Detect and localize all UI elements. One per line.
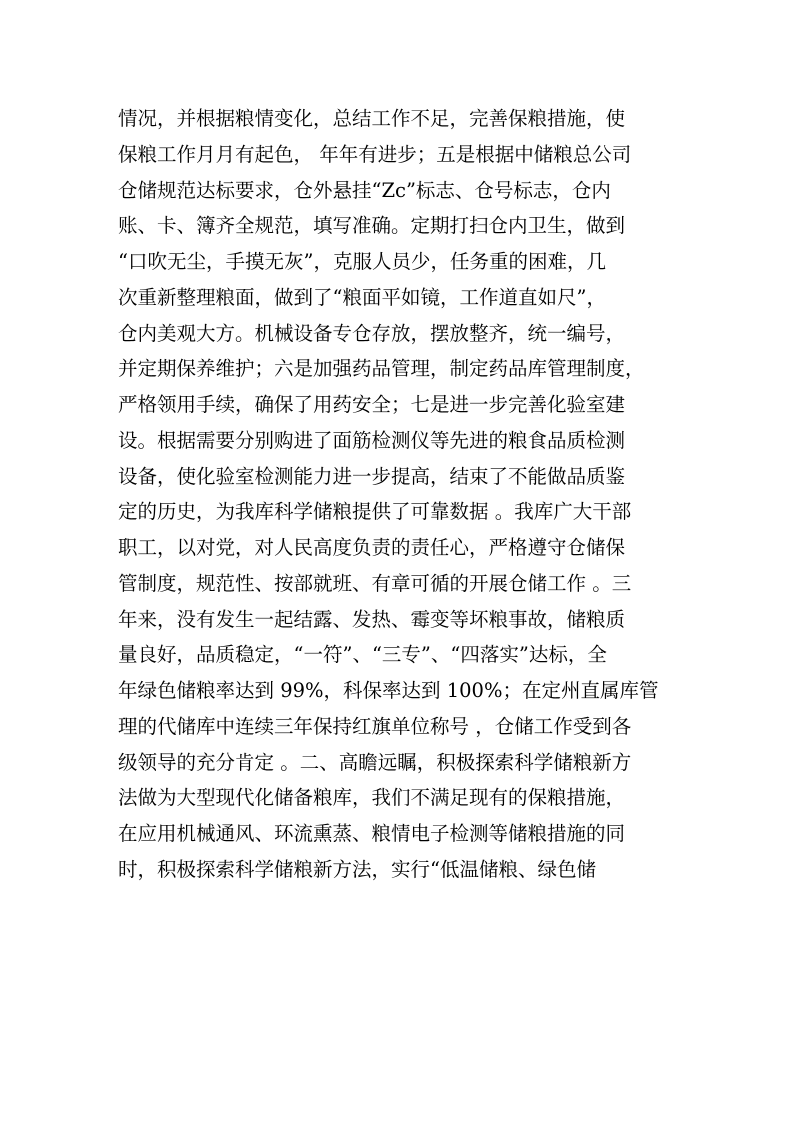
- text-line: 情况，并根据粮情变化，总结工作不足，完善保粮措施，使: [118, 107, 626, 130]
- text-line: 法做为大型现代化储备粮库，我们不满足现有的保粮措施，: [118, 786, 626, 810]
- text-line: 理的代储库中连续三年保持红旗单位称号 ，仓储工作受到各: [118, 714, 632, 738]
- text-line: 严格领用手续，确保了用药安全；七是进一步完善化验室建: [118, 393, 626, 416]
- text-line: 账、卡、簿齐全规范，填写准确。定期打扫仓内卫生，做到: [118, 214, 626, 238]
- text-line: 仓储规范达标要求，仓外悬挂“Zc”标志、仓号标志，仓内: [118, 178, 611, 202]
- text-line: 设备，使化验室检测能力进一步提高，结束了不能做品质鉴: [118, 464, 626, 488]
- text-line: 仓内美观大方。机械设备专仓存放，摆放整齐，统一编号，: [118, 321, 626, 345]
- text-line: 管制度，规范性、按部就班、有章可循的开展仓储工作 。三: [118, 571, 632, 595]
- text-line: 时，积极探索科学储粮新方法，实行“低温储粮、绿色储: [118, 857, 596, 881]
- text-line: 职工，以对党，对人民高度负责的责任心，严格遵守仓储保: [118, 536, 626, 559]
- text-line: 设。根据需要分别购进了面筋检测仪等先进的粮食品质检测: [118, 428, 626, 452]
- text-line: 次重新整理粮面，做到了“粮面平如镜，工作道直如尺”，: [118, 285, 606, 309]
- body-text: [118, 101, 688, 888]
- text-line: 定的历史，为我库科学储粮提供了可靠数据 。我库广大干部: [118, 500, 632, 524]
- text-line: 级领导的充分肯定 。二、高瞻远瞩，积极探索科学储粮新方: [118, 750, 632, 774]
- text-line: 保粮工作月月有起色， 年年有进步；五是根据中储粮总公司: [118, 142, 632, 166]
- text-line: 年绿色储粮率达到 99%，科保率达到 100%；在定州直属库管: [118, 679, 659, 702]
- text-line: 量良好，品质稳定，“一符”、“三专”、“四落实”达标，全: [118, 643, 607, 667]
- text-line: 并定期保养维护；六是加强药品管理，制定药品库管理制度，: [118, 357, 645, 381]
- text-line: 年来，没有发生一起结露、发热、霉变等坏粮事故，储粮质: [118, 607, 626, 631]
- text-line: 在应用机械通风、环流熏蒸、粮情电子检测等储粮措施的同: [118, 822, 626, 845]
- text-line: “口吹无尘，手摸无灰”，克服人员少，任务重的困难，几: [118, 250, 606, 273]
